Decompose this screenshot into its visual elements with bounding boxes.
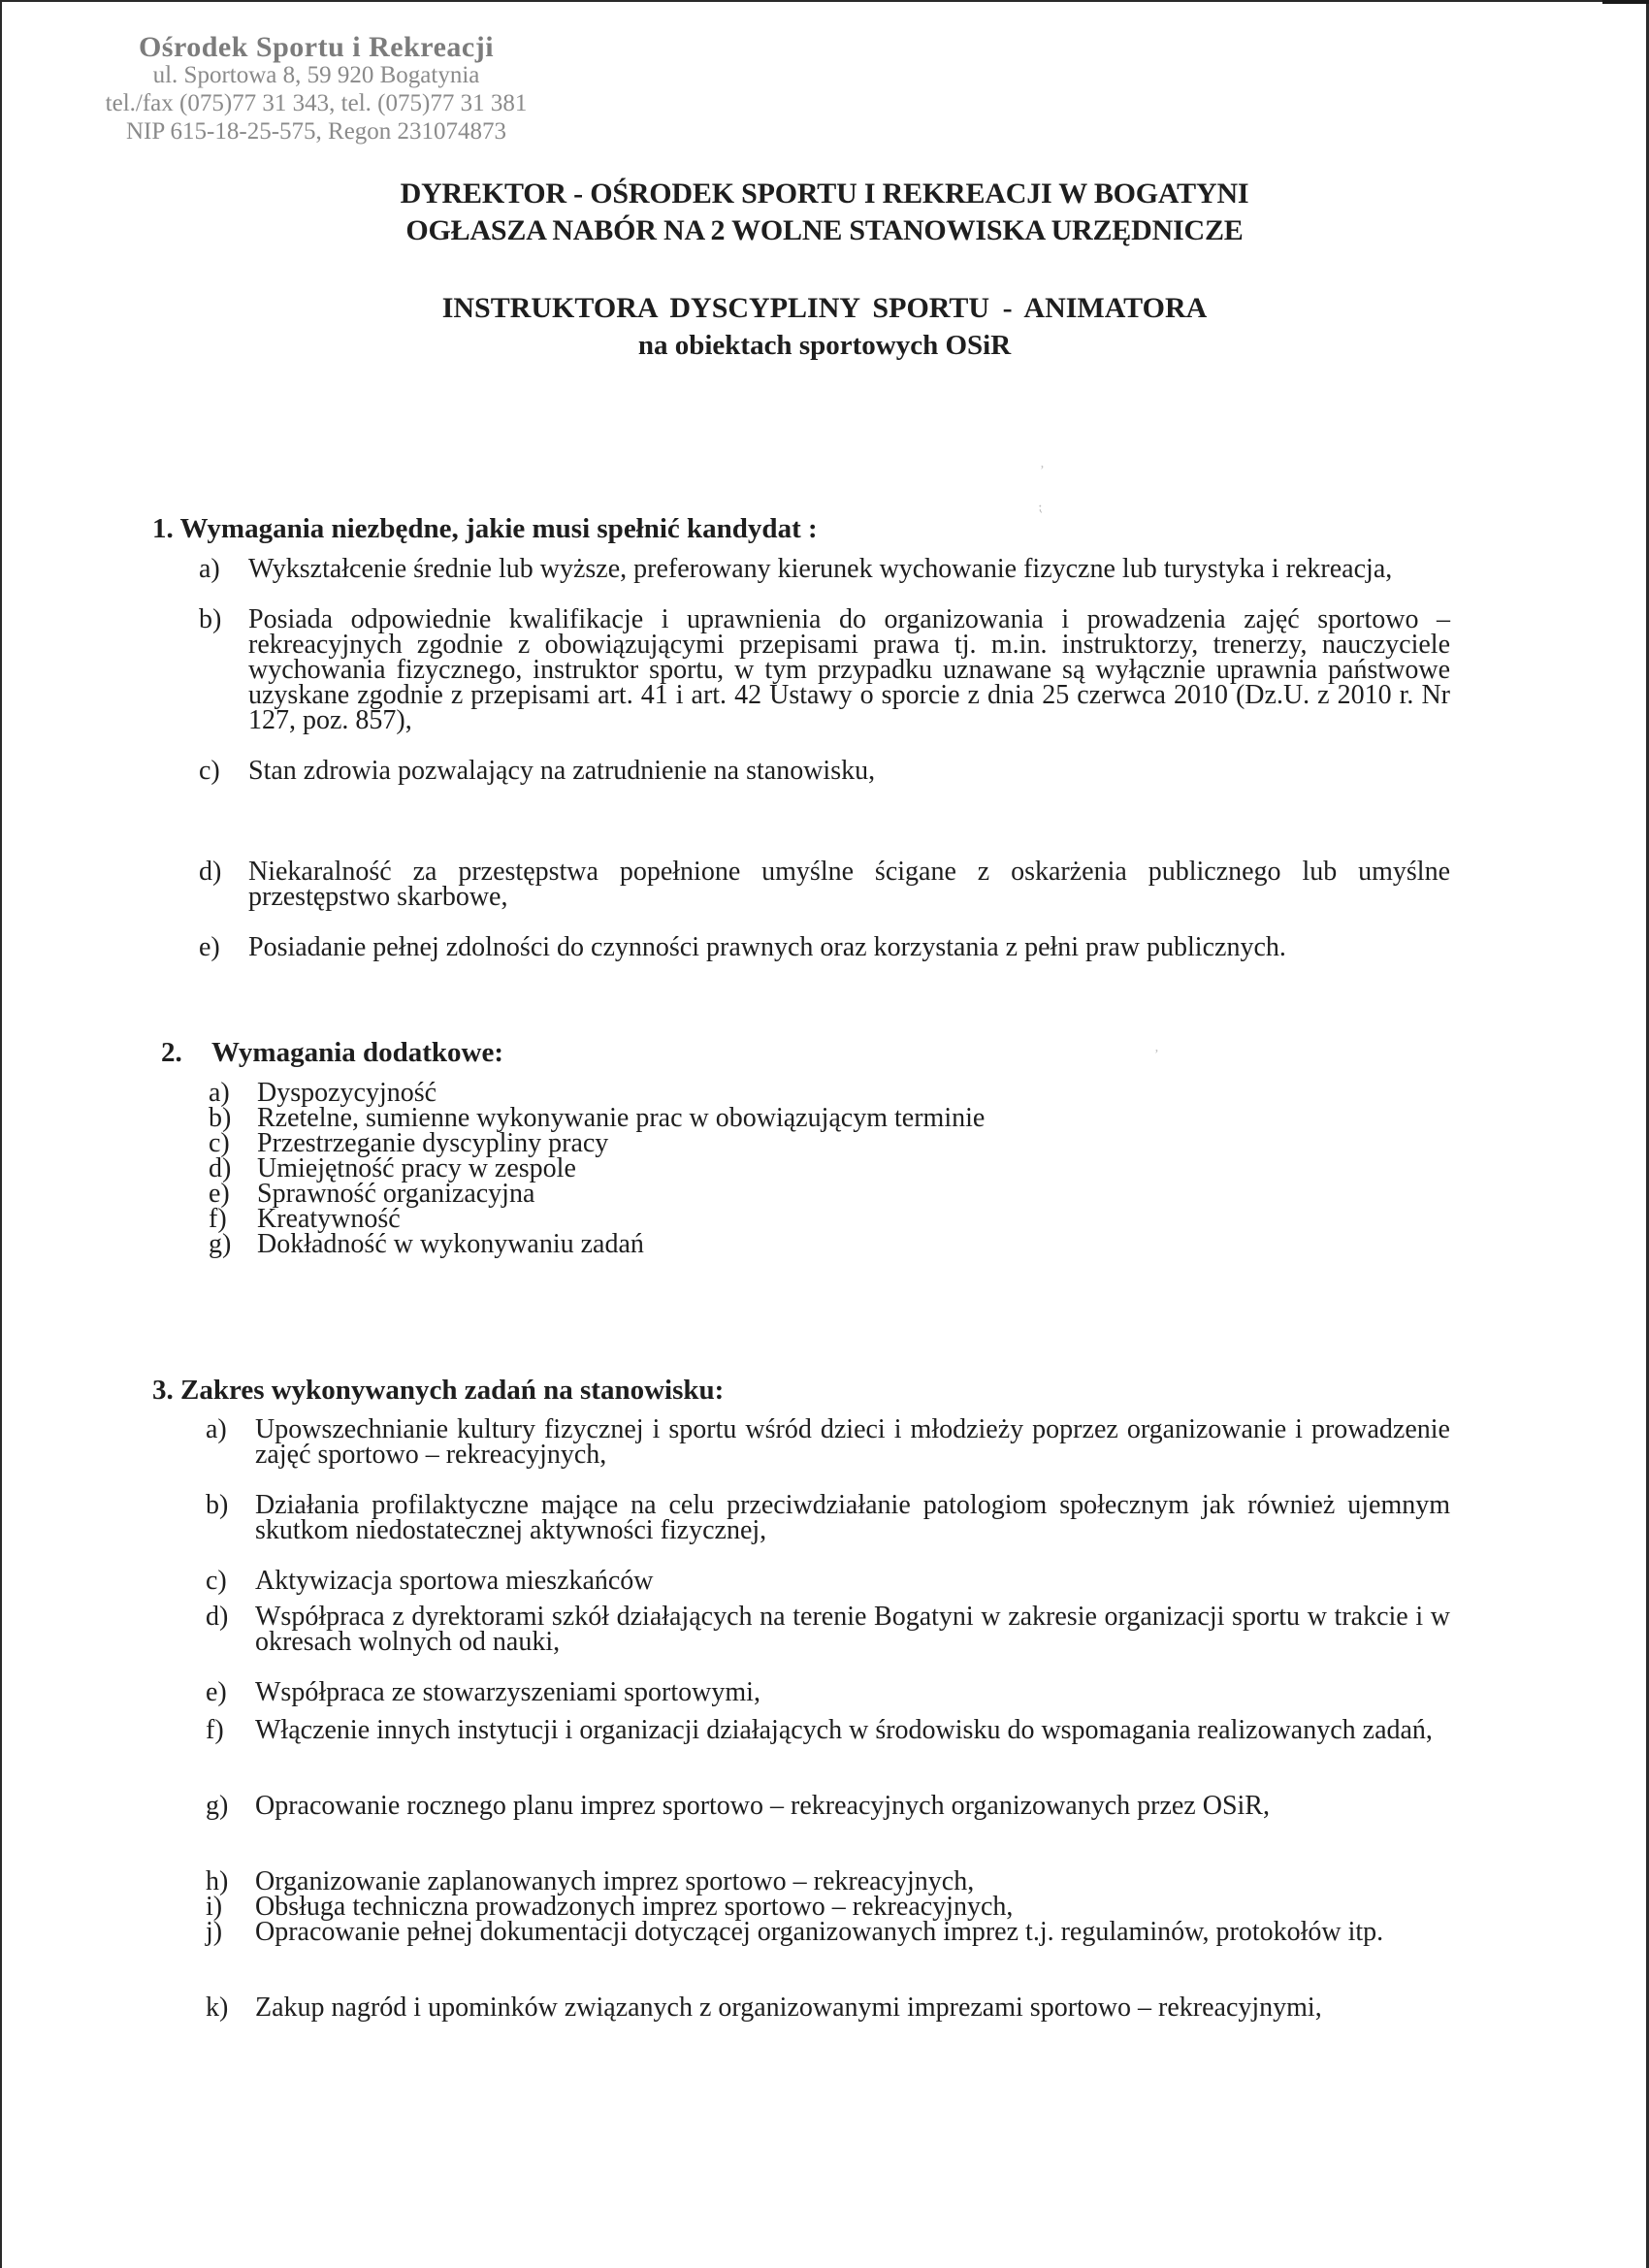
item-label: g) [206,1791,229,1821]
item-label: g) [209,1229,232,1259]
scan-border-corner [1602,0,1649,4]
list-item [206,1414,1450,1470]
item-label: h) [206,1866,229,1896]
item-label: c) [209,1128,230,1158]
item-text: Stan zdrowia pozwalający na zatrudnienie na stanowisku, [248,756,876,786]
item-label: a) [209,1078,230,1108]
organization-stamp [93,33,539,146]
item-text: Opracowanie pełnej dokumentacji dotyczącej organizowanych imprez t.j. regulaminów, protokołów itp. [255,1917,1384,1947]
stamp-phone: tel./fax (075)77 31 343, tel. (075)77 31 381 [105,90,528,116]
item-text: Dyspozycyjność [257,1078,437,1108]
item-label: b) [206,1490,229,1520]
item-text: Współpraca z dyrektorami szkół działających na terenie Bogatyni w zakresie organizacji sportu w trakcie i w okresach wolnych od nauki, [255,1602,1450,1657]
item-text: Organizowanie zaplanowanych imprez sportowo – rekreacyjnych, [255,1866,975,1896]
item-text: Aktywizacja sportowa mieszkańców [255,1566,654,1596]
item-text: Dokładność w wykonywaniu zadań [257,1229,644,1259]
item-label: b) [209,1103,232,1133]
section-number: 2. [161,1037,182,1068]
item-text: Sprawność organizacyjna [257,1179,535,1209]
stamp-organization-name: Ośrodek Sportu i Rekreacji [138,31,495,63]
item-text: Zakup nagród i upominków związanych z organizowanymi imprezami sportowo – rekreacyjnymi, [255,1993,1322,2023]
item-text: Upowszechnianie kultury fizycznej i sportu wśród dzieci i młodzieży poprzez organizowanie i prowadzenie zajęć sportowo – rekreacyjnych, [255,1414,1450,1470]
list-item [206,1917,1450,1970]
item-text: Przestrzeganie dyscypliny pracy [257,1128,609,1158]
item-text: Posiada odpowiednie kwalifikacje i uprawnienia do organizowania i prowadzenia zajęć sportowo – rekreacyjnych zgodnie z obowiązującymi przepisami prawa tj. m.in. instruktorzy, trenerzy, nauczyciele wychowania fizycznego, instruktor sportu, w tym przypadku uznawane są wyłącznie uprawnia państwowe uzyskane zgodnie z przepisami art. 41 i art. 42 Ustawy o sporcie z dnia 25 czerwca 2010 (Dz.U. z 2010 r. Nr 127, poz. 857), [248,604,1450,735]
item-label: a) [206,1414,227,1444]
item-text: Niekaralność za przestępstwa popełnione umyślne ścigane z oskarżenia publicznego lub umyślne przestępstwo skarbowe, [248,857,1450,912]
item-label: e) [209,1179,230,1209]
list-item [206,1604,1450,1655]
stamp-address: ul. Sportowa 8, 59 920 Bogatynia [152,62,480,88]
item-label: f) [206,1715,224,1745]
list-item [206,1566,1450,1596]
item-text: Kreatywność [257,1204,401,1234]
item-text: Rzetelne, sumienne wykonywanie prac w obowiązującym terminie [257,1103,986,1133]
list-item [206,1715,1450,1768]
list-item [199,756,1450,786]
item-label: e) [199,932,220,962]
item-label: i) [206,1892,223,1922]
section-1-heading [152,514,818,543]
item-label: d) [206,1602,229,1632]
item-text: Działania profilaktyczne mające na celu przeciwdziałanie patologiom społecznym jak również ujemnym skutkom niedostatecznej aktywności fizycznej, [255,1490,1450,1545]
scan-speck: ⁏ [1038,501,1043,515]
position-title: INSTRUKTORA DYSCYPLINY SPORTU - ANIMATORA [441,292,1208,324]
section-2-heading [161,1038,503,1067]
section-title: Zakres wykonywanych zadań na stanowisku: [180,1375,725,1406]
list-item [199,859,1450,910]
item-text: Wykształcenie średnie lub wyższe, preferowany kierunek wychowanie fizyczne lub turystyka i rekreacja, [248,554,1393,584]
announcement-heading-line2: OGŁASZA NABÓR NA 2 WOLNE STANOWISKA URZĘDNICZE [405,214,1244,246]
list-item [199,932,1450,986]
list-item [206,1791,1450,1844]
section-title: Wymagania dodatkowe: [211,1037,504,1068]
scan-border-top [0,0,1649,2]
item-label: d) [209,1153,232,1183]
announcement-heading-line1: DYREKTOR - OŚRODEK SPORTU I REKREACJI W BOGATYNI [400,178,1249,210]
item-label: c) [206,1566,227,1596]
item-label: k) [206,1993,229,2023]
item-label: d) [199,857,222,887]
list-item [209,1229,1450,1259]
list-item [199,554,1450,607]
section-number: 1. [152,513,174,544]
item-text: Współpraca ze stowarzyszeniami sportowymi, [255,1677,760,1707]
item-label: e) [206,1677,227,1707]
item-label: b) [199,604,222,634]
section-title: Wymagania niezbędne, jakie musi spełnić kandydat : [179,513,818,544]
scan-speck: ʼ [1154,1048,1159,1062]
item-label: f) [209,1204,227,1234]
list-item [206,1677,1450,1707]
list-item [206,1995,1450,2046]
item-text: Obsługa techniczna prowadzonych imprez sportowo – rekreacyjnych, [255,1892,1014,1922]
section-3-heading [152,1376,724,1405]
item-text: Opracowanie rocznego planu imprez sportowo – rekreacyjnych organizowanych przez OSiR, [255,1791,1270,1821]
item-label: a) [199,554,220,584]
list-item [206,1490,1450,1545]
item-label: c) [199,756,220,786]
item-text: Umiejętność pracy w zespole [257,1153,576,1183]
stamp-tax-ids: NIP 615-18-25-575, Regon 231074873 [125,118,507,145]
item-text: Posiadanie pełnej zdolności do czynności prawnych oraz korzystania z pełni praw publicznych. [248,932,1286,962]
scan-speck: ʼ [1040,464,1045,478]
section-number: 3. [152,1375,174,1406]
item-text: Włączenie innych instytucji i organizacji działających w środowisku do wspomagania realizowanych zadań, [255,1715,1433,1745]
item-label: j) [206,1917,223,1947]
position-subtitle: na obiektach sportowych OSiR [637,330,1012,361]
list-item [199,604,1450,759]
